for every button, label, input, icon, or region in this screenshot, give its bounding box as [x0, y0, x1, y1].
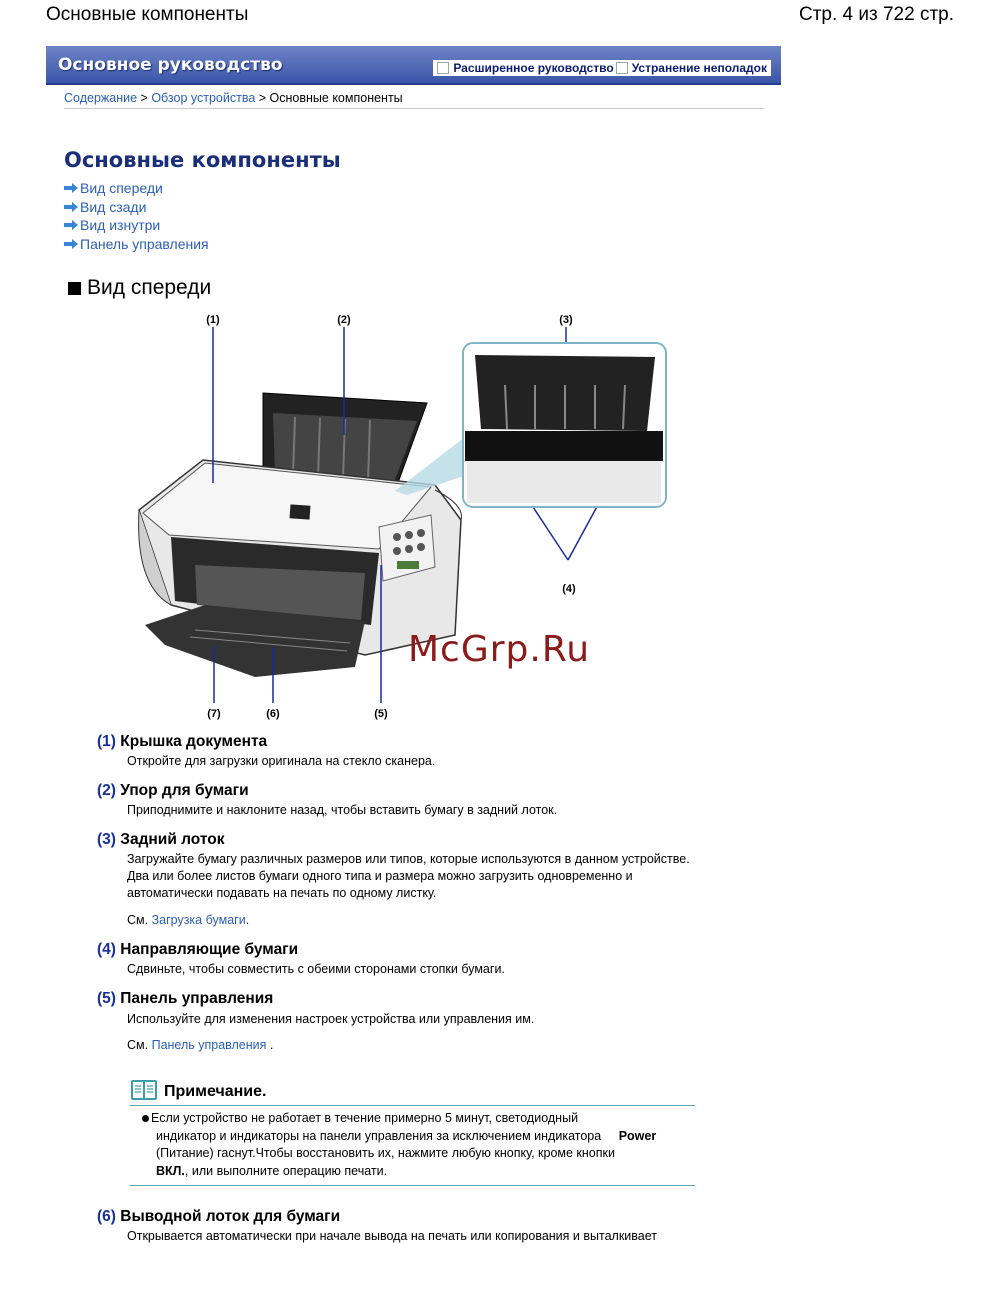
item-text-5: Используйте для изменения настроек устройства или управления им.	[127, 1012, 535, 1026]
see-also-5	[127, 1037, 273, 1054]
breadcrumb-separator: >	[137, 91, 152, 105]
item-number: (5)	[97, 990, 116, 1007]
guide-banner	[46, 46, 781, 85]
item-title: Задний лоток	[120, 831, 225, 848]
note-line	[142, 1163, 702, 1181]
arrow-right-icon	[64, 183, 78, 193]
item-title: Упор для бумаги	[120, 782, 249, 799]
note-power: Power	[618, 1128, 657, 1143]
note-line	[142, 1110, 702, 1128]
item-title: Направляющие бумаги	[120, 941, 299, 958]
toc-link-inside[interactable]: Вид изнутри	[80, 217, 161, 233]
note-text: (Питание) гаснут.Чтобы восстановить их, нажмите любую кнопку, кроме кнопки	[156, 1146, 615, 1160]
item-title: Крышка документа	[120, 733, 268, 750]
item-line: Два или более листов бумаги одного типа и размера можно загрузить одновременно и	[127, 869, 633, 883]
note-divider	[130, 1185, 695, 1186]
see-also-3	[127, 912, 249, 929]
page-counter: Стр. 4 из 722 стр.	[798, 4, 954, 25]
item-heading-4	[97, 941, 298, 959]
item-number: (6)	[97, 1208, 116, 1225]
item-heading-6	[97, 1208, 340, 1226]
section-heading	[68, 276, 211, 300]
page-title: Основные компоненты	[64, 148, 341, 172]
label-3: (3)	[559, 314, 573, 326]
item-heading-1	[97, 733, 267, 751]
see-label: См.	[127, 1038, 149, 1052]
item-title: Панель управления	[120, 990, 274, 1007]
note-line	[142, 1128, 702, 1146]
note-text: Если устройство не работает в течение примерно 5 минут, светодиодный	[151, 1111, 579, 1125]
square-bullet-icon	[68, 282, 81, 295]
label-6: (6)	[266, 708, 280, 720]
arrow-right-icon	[64, 202, 78, 212]
bullet-icon	[142, 1115, 149, 1122]
control-panel-link[interactable]: Панель управления	[151, 1038, 267, 1052]
banner-title: Основное руководство	[58, 55, 283, 75]
label-7: (7)	[207, 708, 221, 720]
label-2: (2)	[337, 314, 351, 326]
note-text: , или выполните операцию печати.	[184, 1163, 388, 1178]
breadcrumb-separator: >	[255, 91, 270, 105]
note-divider	[130, 1105, 695, 1106]
printer-figure	[135, 305, 675, 725]
page-header-title: Основные компоненты	[46, 4, 249, 25]
banner-links	[433, 60, 771, 76]
section-heading-text: Вид спереди	[87, 276, 212, 299]
toc-list	[64, 179, 209, 253]
item-text-3	[127, 851, 690, 902]
item-text-4: Сдвиньте, чтобы совместить с обеими сторонами стопки бумаги.	[127, 962, 505, 976]
see-after: .	[245, 913, 250, 927]
item-text-6: Открывается автоматически при начале вывода на печать или копирования и выталкивает	[127, 1229, 657, 1243]
breadcrumb-current: Основные компоненты	[269, 91, 403, 105]
troubleshooting-link[interactable]: Устранение неполадок	[631, 61, 767, 75]
rear-tray-inset	[395, 343, 666, 507]
breadcrumb-overview-link[interactable]: Обзор устройства	[151, 91, 256, 105]
toc-item[interactable]	[64, 216, 209, 235]
item-title: Выводной лоток для бумаги	[120, 1208, 341, 1225]
item-number: (1)	[97, 733, 116, 750]
item-number: (4)	[97, 941, 116, 958]
see-label: См.	[127, 913, 149, 927]
item-text-1: Откройте для загрузки оригинала на стекло сканера.	[127, 754, 436, 768]
square-icon	[616, 62, 628, 74]
advanced-guide-link[interactable]: Расширенное руководство	[453, 61, 614, 75]
label-1: (1)	[206, 314, 220, 326]
breadcrumb-contents-link[interactable]: Содержание	[64, 91, 138, 105]
divider	[64, 108, 764, 109]
item-number: (3)	[97, 831, 116, 848]
item-number: (2)	[97, 782, 116, 799]
item-heading-3	[97, 831, 225, 849]
toc-link-rear[interactable]: Вид сзади	[80, 198, 147, 215]
toc-item[interactable]	[64, 179, 209, 198]
note-title: Примечание.	[164, 1083, 267, 1100]
item-line: автоматически подавать на печать по одному листку.	[127, 886, 437, 900]
note-text: индикатор и индикаторы на панели управления за исключением индикатора	[156, 1128, 602, 1143]
square-icon	[437, 62, 449, 74]
toc-link-panel[interactable]: Панель управления	[80, 235, 209, 252]
item-text-2: Приподнимите и наклоните назад, чтобы вставить бумагу в задний лоток.	[127, 803, 558, 817]
item-line: Загружайте бумагу различных размеров или типов, которые используются в данном устройстве.	[127, 852, 690, 866]
note-on: ВКЛ.	[156, 1163, 185, 1178]
item-heading-2	[97, 782, 249, 800]
breadcrumb	[64, 91, 403, 105]
toc-link-front[interactable]: Вид спереди	[80, 180, 163, 196]
toc-item[interactable]	[64, 235, 209, 254]
book-icon	[130, 1079, 158, 1101]
watermark: McGrp.Ru	[408, 629, 591, 670]
label-5: (5)	[374, 708, 388, 720]
label-4: (4)	[562, 583, 576, 595]
see-after: .	[266, 1038, 274, 1052]
toc-item[interactable]	[64, 198, 209, 217]
item-heading-5	[97, 990, 273, 1008]
arrow-right-icon	[64, 220, 78, 230]
note-body	[142, 1110, 702, 1180]
arrow-right-icon	[64, 239, 78, 249]
load-paper-link[interactable]: Загрузка бумаги	[151, 913, 246, 927]
